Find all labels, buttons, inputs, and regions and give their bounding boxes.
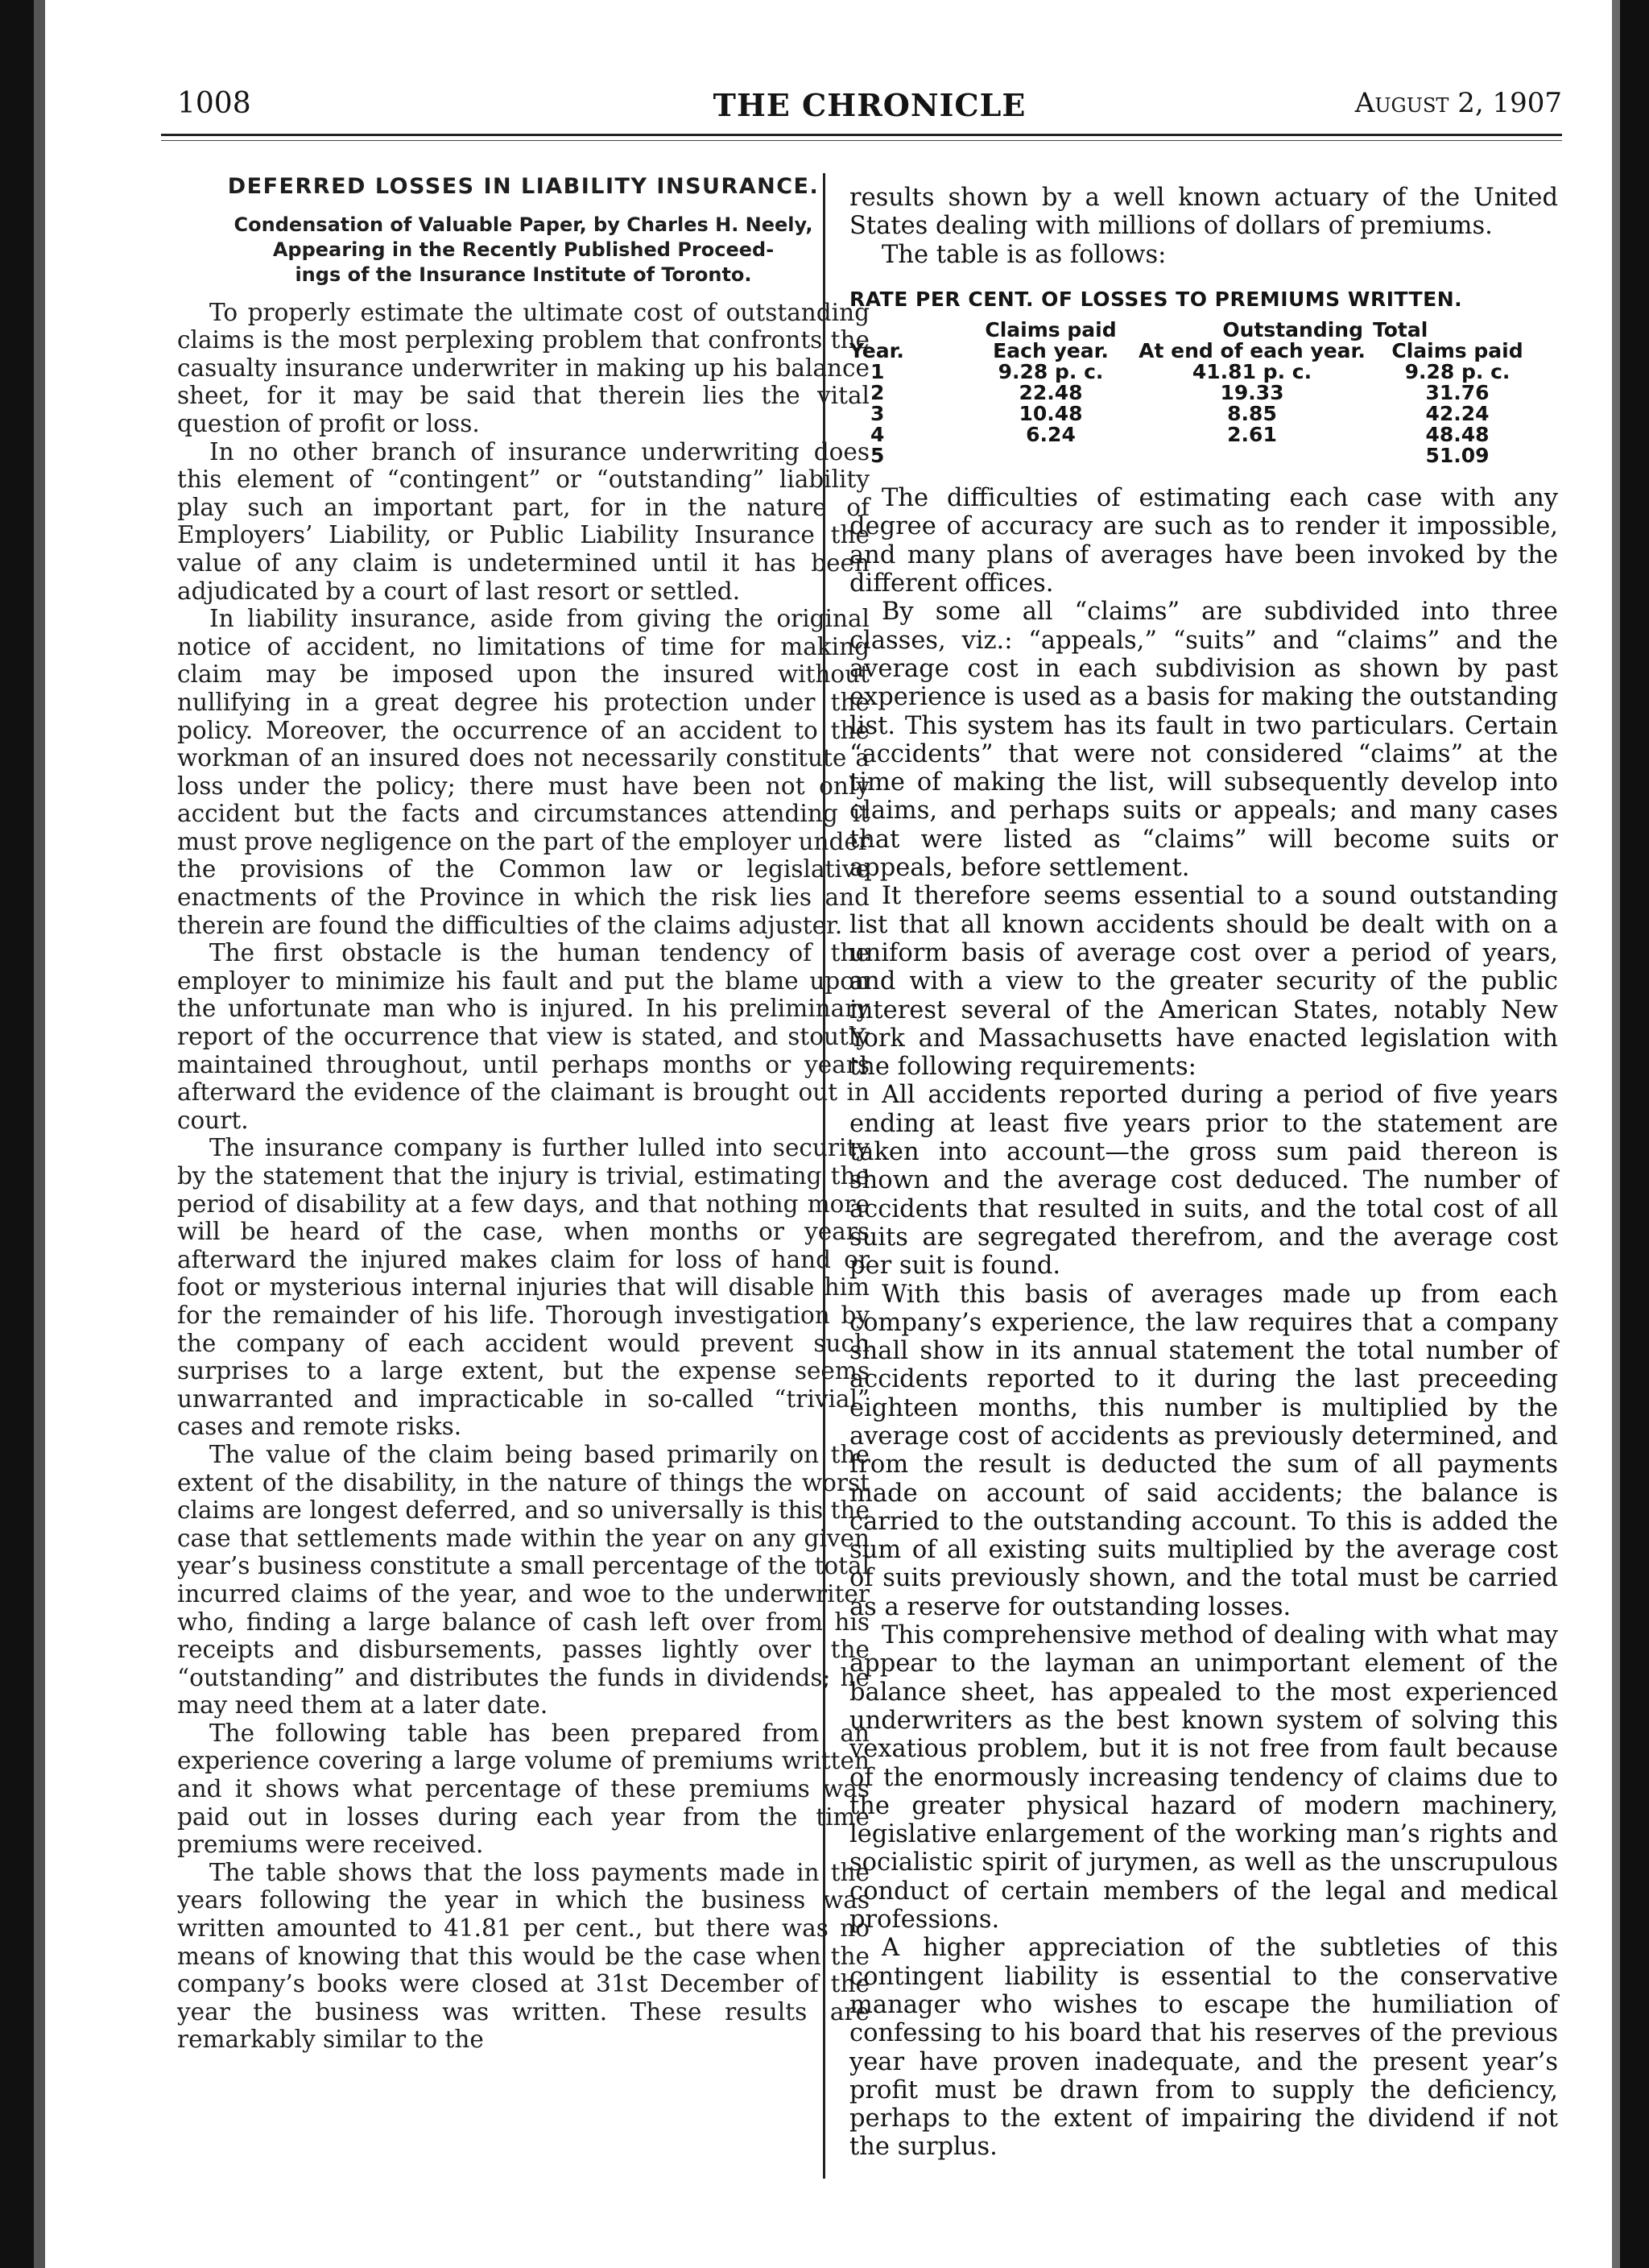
table-row — [849, 445, 1542, 466]
journal-title: THE CHRONICLE — [713, 87, 1027, 123]
table-cell: 6.24 — [1026, 423, 1076, 447]
paragraph: To properly estimate the ultimate cost of outstanding claims is the most perplexing problem that confronts the casualty insurance underwriter in making up his balance sheet, for it may be said that therein lies the vital question of profit or loss. — [177, 298, 870, 437]
table-header-cell: Each year. — [993, 339, 1109, 363]
table-cell: 22.48 — [1019, 381, 1083, 405]
table-cell: 48.48 — [1425, 423, 1490, 447]
table-cell: 19.33 — [1220, 381, 1284, 405]
table-cell: 51.09 — [1425, 444, 1490, 468]
page-header — [177, 87, 1562, 135]
paragraph: A higher appreciation of the subtleties of this contingent liability is essential to the conservative manager who wishes to escape the humiliation of confessing to his board that his reserves of the previous year have proven inadequate, and the present year’s profit must be drawn from to supply the deficiency, perhaps to the extent of impairing the dividend if not the surplus. — [849, 1934, 1558, 2162]
page-number: 1008 — [177, 87, 251, 120]
scan-edge-left-shadow — [34, 0, 45, 2268]
table-cell — [1131, 445, 1373, 466]
loss-rate-table — [849, 320, 1542, 466]
table-header-cell — [849, 320, 970, 341]
subtitle-line: Appearing in the Recently Published Proceed- — [272, 238, 775, 261]
paragraph: The insurance company is further lulled into security by the statement that the injury is trivial, estimating the period of disability at a few days, and that nothing more will be heard of the case, when months or years afterward the injured makes claim for loss of hand or foot or mysterious internal injuries that will disable him for the remainder of his life. Thorough investigation by the company of each accident would prevent such surprises to a large extent, but the expense seems unwarranted and impracticable in so-called “trivial” cases and remote risks. — [177, 1134, 870, 1441]
table-cell: 41.81 p. c. — [1192, 360, 1312, 384]
table-cell: 9.28 p. c. — [998, 360, 1104, 384]
table-cell: 5 — [870, 444, 885, 468]
paragraph-continued: results shown by a well known actuary of the United States dealing with millions of dollars of premiums. — [849, 184, 1558, 241]
table-cell: 2 — [870, 381, 885, 405]
left-column — [177, 173, 870, 2054]
right-column — [849, 184, 1558, 2162]
paragraph: In no other branch of insurance underwriting does this element of “contingent” or “outstanding” liability play such an important part, for in the nature of Employers’ Liability, or Public Liability Insurance the value of any claim is undetermined until it has been adjudicated by a court of last resort or settled. — [177, 437, 870, 605]
paragraph: It therefore seems essential to a sound outstanding list that all known accidents should be dealt with on a uniform basis of average cost over a period of years, and with a view to the greater security of the public interest several of the American States, notably New York and Massachusetts have enacted legislation with the following requirements: — [849, 882, 1558, 1082]
paragraph: In liability insurance, aside from giving the original notice of accident, no limitations of time for making claim may be imposed upon the insured without nullifying in a great degree his protection under the policy. Moreover, the occurrence of an accident to the workman of an insured does not necessarily constitute a loss under the policy; there must have been not only accident but the facts and circumstances attending it must prove negligence on the part of the employer under the provisions of the Common law or legislative enactments of the Province in which the risk lies and therein are found the difficulties of the claims adjuster. — [177, 605, 870, 939]
paragraph: The first obstacle is the human tendency of the employer to minimize his fault and put the blame upon the unfortunate man who is injured. In his preliminary report of the occurrence that view is stated, and stoutly maintained throughout, until perhaps months or years afterward the evidence of the claimant is brought out in court. — [177, 939, 870, 1134]
paragraph: By some all “claims” are subdivided into three classes, viz.: “appeals,” “suits” and “claims” and the average cost in each subdivision as shown by past experience is used as a basis for making the outstanding list. This system has its fault in two particulars. Certain “accidents” that were not considered “claims” at the time of making the list, will subsequently develop into claims, and perhaps suits or appeals; and many cases that were listed as “claims” will become suits or appeals, before settlement. — [849, 598, 1558, 883]
table-header-text: Total — [1373, 318, 1428, 342]
table-header-cell: Claims paid — [1391, 339, 1523, 363]
article-subtitle — [177, 213, 870, 288]
table-row — [849, 424, 1542, 445]
table-cell: 3 — [870, 402, 885, 426]
scan-edge-left — [0, 0, 34, 2268]
table-row — [849, 404, 1542, 424]
table-intro: The table is as follows: — [882, 240, 1167, 269]
table-row — [849, 383, 1542, 404]
table-header-row — [849, 341, 1542, 362]
paragraph: The following table has been prepared from an experience covering a large volume of premiums written and it shows what percentage of these premiums was paid out in losses during each year from the time premiums were received. — [177, 1719, 870, 1859]
table-cell: 31.76 — [1425, 381, 1490, 405]
table-header-text: Outstanding — [1222, 318, 1363, 342]
table-row — [849, 362, 1542, 383]
table-cell: 9.28 p. c. — [1404, 360, 1511, 384]
table-header-cell: Claims paid — [985, 318, 1117, 342]
subtitle-line: ings of the Insurance Institute of Toronto. — [295, 263, 752, 286]
table-header-cell: At end of each year. — [1139, 339, 1366, 363]
table-title: RATE PER CENT. OF LOSSES TO PREMIUMS WRITTEN. — [849, 287, 1463, 311]
article-title: DEFERRED LOSSES IN LIABILITY INSURANCE. — [227, 174, 820, 199]
header-rule-thin — [161, 140, 1562, 141]
paragraph: This comprehensive method of dealing with what may appear to the layman an unimportant element of the balance sheet, has appealed to the most experienced underwriters as the best known system of solving this vexatious problem, but it is not free from fault because of the enormously increasing tendency of claims due to the greater physical hazard of modern machinery, legislative enlargement of the working man’s rights and socialistic spirit of jurymen, as well as the unscrupulous conduct of certain members of the legal and medical professions. — [849, 1621, 1558, 1935]
paragraph: With this basis of averages made up from each company’s experience, the law requires that a company shall show in its annual statement the total number of accidents reported to it during the last preceeding eighteen months, this number is multiplied by the average cost of accidents as previously determined, and from the result is deducted the sum of all payments made on account of said accidents; the balance is carried to the outstanding account. To this is added the sum of all existing suits multiplied by the average cost of suits previously shown, and the total must be carried as a reserve for outstanding losses. — [849, 1280, 1558, 1621]
issue-date: August 2, 1907 — [1354, 87, 1562, 119]
table-header-row — [849, 320, 1542, 341]
table-cell: 8.85 — [1227, 402, 1277, 426]
paragraph: The value of the claim being based primarily on the extent of the disability, in the nature of things the worst claims are longest deferred, and so universally is this the case that settlements made within the year on any given year’s business constitute a small percentage of the total incurred claims of the year, and woe to the underwriter who, finding a large balance of cash left over from his receipts and disbursements, passes lightly over the “outstanding” and distributes the funds in dividends; he may need them at a later date. — [177, 1440, 870, 1720]
scan-edge-right — [1620, 0, 1649, 2268]
paragraph: The difficulties of estimating each case with any degree of accuracy are such as to render it impossible, and many plans of averages have been invoked by the different offices. — [849, 484, 1558, 598]
page — [64, 0, 1618, 2268]
table-cell: 10.48 — [1019, 402, 1083, 426]
table-cell: 42.24 — [1425, 402, 1490, 426]
table-cell: 4 — [870, 423, 885, 447]
table-header-cell: Year. — [849, 339, 904, 363]
table-header-cell — [1131, 320, 1373, 341]
paragraph: The table shows that the loss payments made in the years following the year in which the business was written amounted to 41.81 per cent., but there was no means of knowing that this would be the case when the company’s books were closed at 31st December of the year the business was written. These results are remarkably similar to the — [177, 1858, 870, 2054]
table-cell — [970, 445, 1131, 466]
subtitle-line: Condensation of Valuable Paper, by Charles H. Neely, — [234, 213, 813, 236]
paragraph: All accidents reported during a period of five years ending at least five years prior to the statement are taken into account—the gross sum paid thereon is shown and the average cost deduced. The number of accidents that resulted in suits, and the total cost of all suits are segregated therefrom, and the average cost per suit is found. — [849, 1081, 1558, 1281]
table-cell: 2.61 — [1227, 423, 1277, 447]
header-rule — [161, 134, 1562, 136]
table-cell: 1 — [870, 360, 885, 384]
table-header-cell — [1373, 320, 1542, 341]
